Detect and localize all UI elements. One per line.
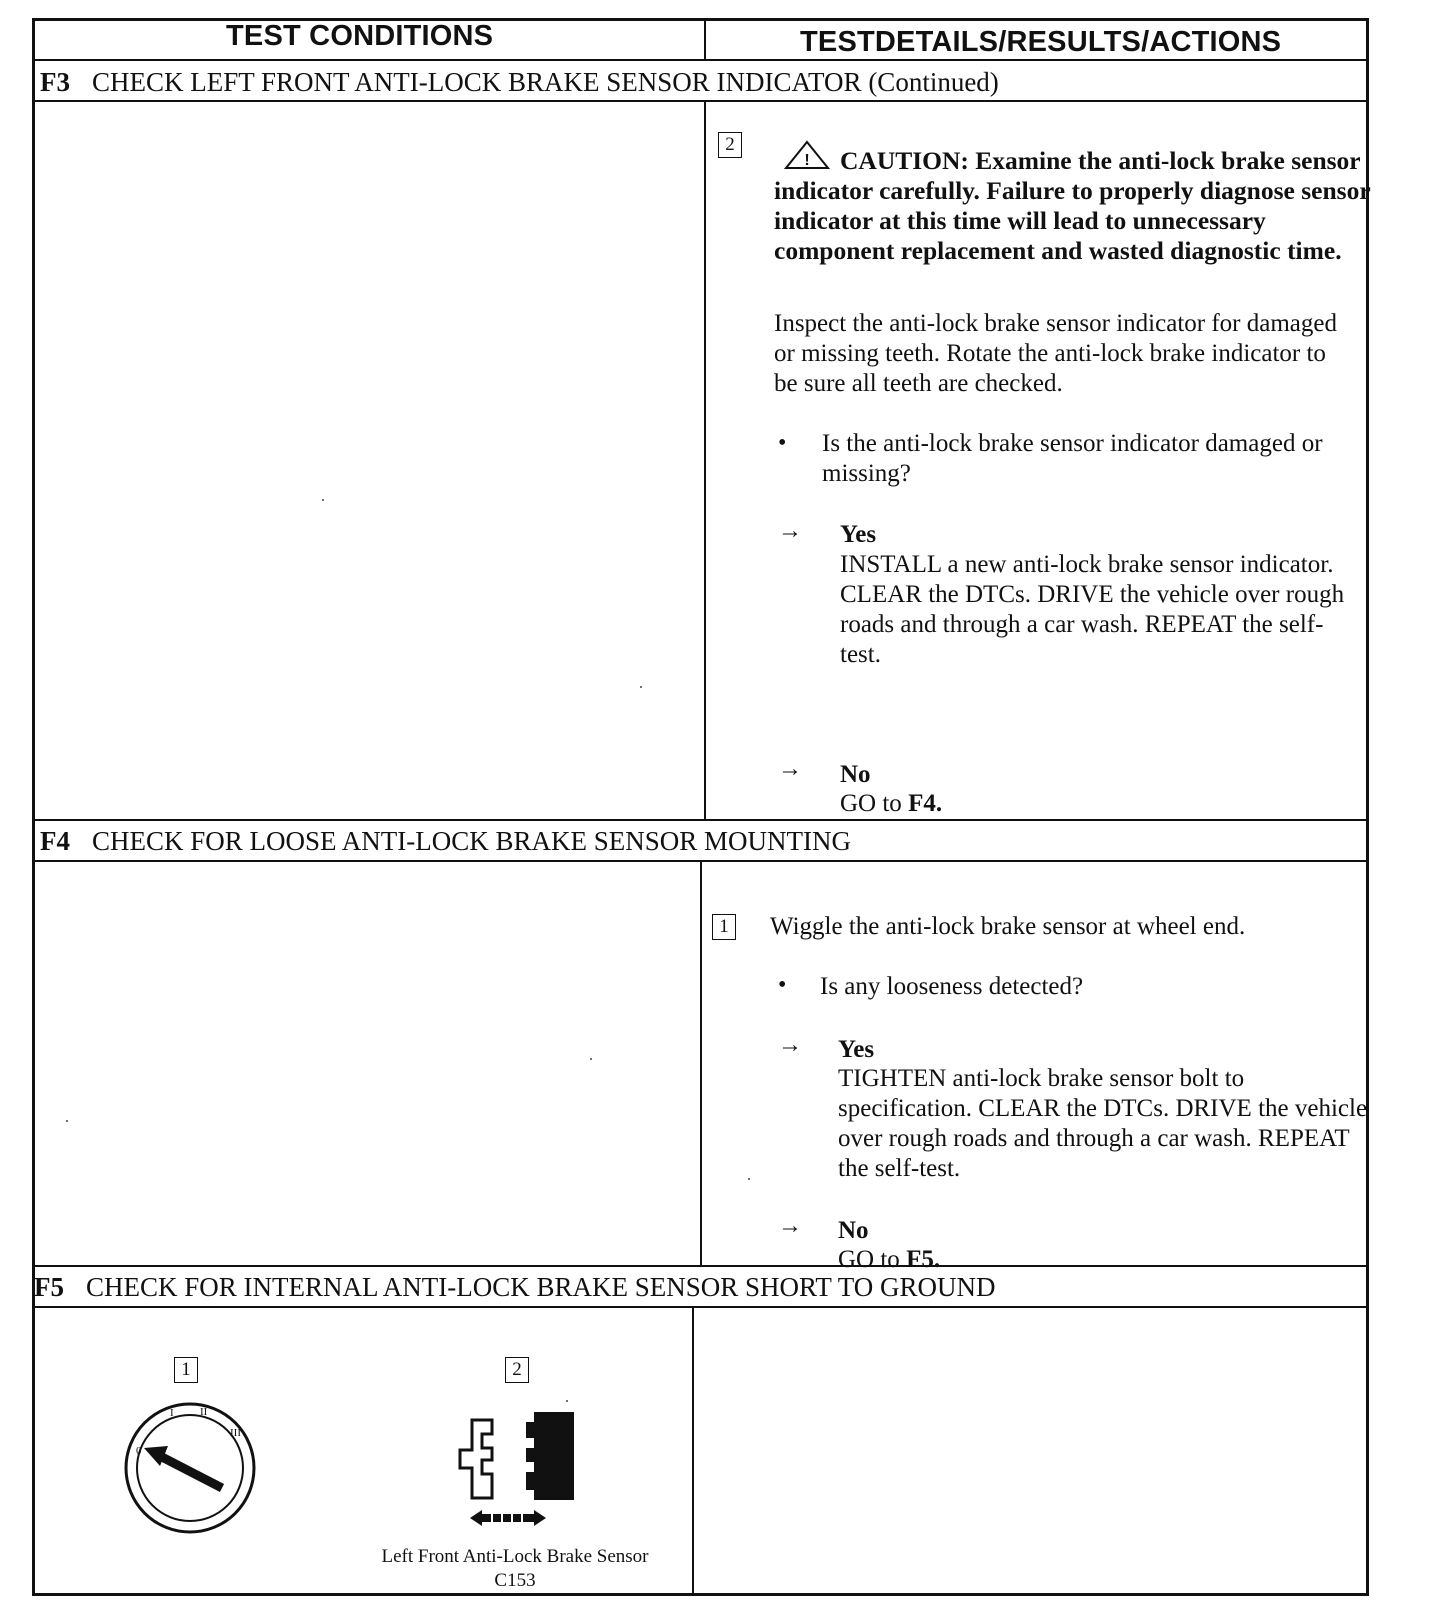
ignition-mark-2: II bbox=[200, 1406, 208, 1418]
f3-caution: CAUTION: Examine the anti-lock brake sensor indicator carefully. Failure to properly diagnose sensor indicator at this time will lead to unnecessary component replacement and wasted diagnostic time. bbox=[774, 146, 1371, 265]
scan-speck bbox=[590, 1058, 592, 1060]
f4-top-divider bbox=[32, 819, 1369, 821]
connector-caption: Left Front Anti-Lock Brake Sensor bbox=[381, 1546, 649, 1567]
f5-title: CHECK FOR INTERNAL ANTI-LOCK BRAKE SENSOR SHORT TO GROUND bbox=[86, 1272, 996, 1302]
f3-bullet: • bbox=[778, 430, 787, 456]
f3-no-label: No bbox=[840, 761, 871, 788]
f4-yes-label: Yes bbox=[838, 1036, 875, 1063]
f3-yes-action: INSTALL a new anti-lock brake sensor indicator. CLEAR the DTCs. DRIVE the vehicle over rough roads and through a car wash. REPEAT the self-test. bbox=[840, 551, 1345, 668]
table-left-border bbox=[32, 18, 35, 1596]
f4-title: CHECK FOR LOOSE ANTI-LOCK BRAKE SENSOR MOUNTING bbox=[92, 826, 852, 856]
f3-title-divider bbox=[32, 100, 1369, 102]
f3-no-target-link[interactable]: F4. bbox=[908, 790, 943, 817]
f3-question: Is the anti-lock brake sensor indicator damaged or missing? bbox=[822, 430, 1323, 487]
f3-yes-label: Yes bbox=[840, 521, 877, 548]
f3-step-number: 2 bbox=[718, 132, 742, 158]
f4-no-action bbox=[838, 1245, 940, 1275]
f5-step2-number: 2 bbox=[505, 1357, 529, 1383]
f3-instruction: Inspect the anti-lock brake sensor indicator for damaged or missing teeth. Rotate the anti-lock brake indicator to be sure all teeth are checked. bbox=[774, 310, 1337, 397]
column-divider-f4 bbox=[700, 860, 702, 1266]
f4-instruction: Wiggle the anti-lock brake sensor at wheel end. bbox=[770, 913, 1246, 940]
f4-no-action-prefix: GO to bbox=[838, 1246, 907, 1273]
ignition-mark-3: III bbox=[230, 1427, 241, 1439]
scan-speck bbox=[748, 1178, 750, 1180]
f3-no-action-prefix: GO to bbox=[840, 790, 909, 817]
column-divider-f5 bbox=[692, 1306, 694, 1594]
f4-section-title bbox=[40, 826, 851, 857]
ignition-switch-icon bbox=[118, 1396, 262, 1540]
f4-no-arrow-icon: → bbox=[778, 1213, 802, 1239]
f4-code: F4 bbox=[40, 826, 70, 856]
f3-caution-text bbox=[774, 146, 1374, 266]
f3-no-action bbox=[840, 789, 942, 819]
ignition-mark-0: 0 bbox=[136, 1445, 142, 1457]
connector-id: C153 bbox=[494, 1570, 536, 1591]
f5-step1-number: 1 bbox=[174, 1357, 198, 1383]
f3-section-title bbox=[40, 67, 999, 98]
f3-yes-arrow-icon: → bbox=[778, 518, 802, 544]
f5-code: F5 bbox=[34, 1272, 64, 1302]
header-divider bbox=[32, 59, 1369, 61]
f5-section-title bbox=[34, 1272, 995, 1303]
scan-speck bbox=[640, 686, 642, 688]
f3-title: CHECK LEFT FRONT ANTI-LOCK BRAKE SENSOR INDICATOR (Continued) bbox=[92, 67, 999, 97]
f4-step-number: 1 bbox=[712, 914, 736, 940]
scan-speck bbox=[566, 1400, 568, 1402]
f4-no-target-link[interactable]: F5. bbox=[906, 1246, 941, 1273]
f4-question: Is any looseness detected? bbox=[820, 973, 1084, 1000]
scan-speck bbox=[322, 499, 324, 501]
connector-c153-icon bbox=[446, 1408, 586, 1528]
f3-code: F3 bbox=[40, 67, 70, 97]
f4-yes-arrow-icon: → bbox=[778, 1032, 802, 1058]
table-bottom-border bbox=[32, 1593, 1369, 1596]
f5-title-divider bbox=[32, 1306, 1369, 1308]
test-conditions-header: TEST CONDITIONS bbox=[226, 20, 494, 52]
scan-speck bbox=[66, 1120, 68, 1122]
column-divider-header bbox=[704, 18, 706, 60]
f4-yes-action: TIGHTEN anti-lock brake sensor bolt to specification. CLEAR the DTCs. DRIVE the vehicle over rough roads and through a car wash. REPEAT the self-test. bbox=[838, 1065, 1368, 1182]
test-details-header: TESTDETAILS/RESULTS/ACTIONS bbox=[800, 26, 1282, 58]
f3-no-arrow-icon: → bbox=[778, 756, 802, 782]
column-divider-f3 bbox=[704, 100, 706, 820]
f4-bullet: • bbox=[778, 972, 787, 998]
ignition-mark-1: I bbox=[170, 1407, 174, 1419]
f4-no-label: No bbox=[838, 1217, 869, 1244]
svg-text:!: ! bbox=[804, 152, 810, 169]
